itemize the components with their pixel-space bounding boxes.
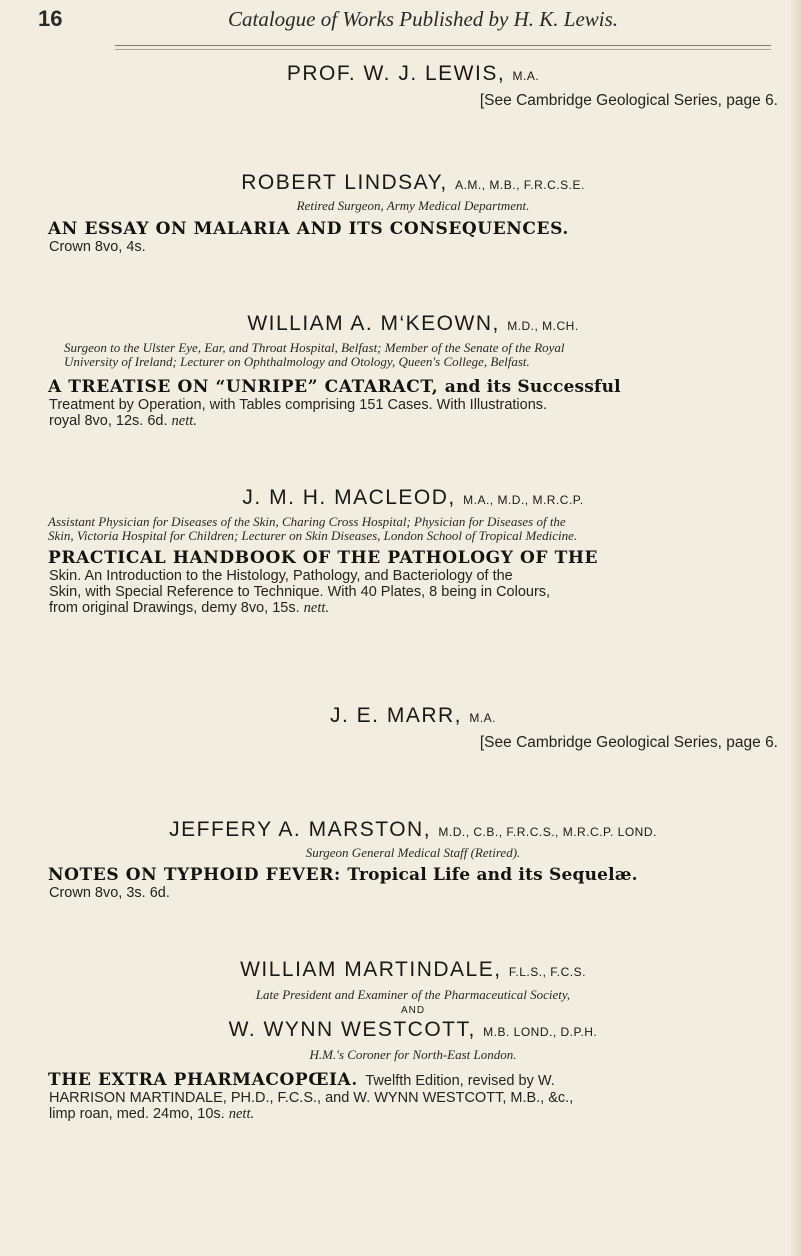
- entry-marr: [48, 704, 778, 752]
- header-rule: [115, 45, 771, 46]
- book-details-line: [48, 600, 778, 616]
- author-text: WILLIAM A. M‘KEOWN,: [247, 312, 500, 335]
- author-name: [48, 312, 778, 336]
- book-title-sub: and its Successful: [444, 377, 621, 397]
- and-separator: AND: [400, 1005, 426, 1016]
- book-title: PRACTICAL HANDBOOK OF THE PATHOLOGY OF THE: [48, 548, 599, 568]
- book-title-main: NOTES ON TYPHOID FEVER:: [48, 865, 341, 885]
- author-affiliation-line: Assistant Physician for Diseases of the Skin, Charing Cross Hospital; Physician for Diseases of the: [48, 514, 566, 529]
- book-details-line: HARRISON MARTINDALE, PH.D., F.C.S., and W. WYNN WESTCOTT, M.B., &c.,: [49, 1090, 574, 1106]
- author-name: [48, 818, 778, 842]
- book-title-rest: Twelfth Edition, revised by W.: [365, 1073, 555, 1089]
- book-price: from original Drawings, demy 8vo, 15s.: [49, 600, 300, 616]
- book-title-sub: Tropical Life and its Sequelæ.: [347, 865, 638, 885]
- entry-lewis: [48, 62, 778, 110]
- author-degrees: M.D., C.B., F.R.C.S., M.R.C.P. LOND.: [438, 825, 657, 839]
- book-title-main: THE EXTRA PHARMACOPŒIA.: [48, 1070, 358, 1090]
- author-text: ROBERT LINDSAY,: [241, 171, 448, 194]
- book-title: AN ESSAY ON MALARIA AND ITS CONSEQUENCES.: [48, 219, 569, 239]
- author-affiliation: Surgeon General Medical Staff (Retired).: [305, 845, 521, 860]
- page-header: [38, 6, 778, 40]
- header-rule-secondary: [115, 49, 771, 50]
- page-number: 16: [38, 6, 63, 31]
- author-affiliation: Late President and Examiner of the Pharmaceutical Society,: [255, 987, 571, 1002]
- book-title-main: A TREATISE ON “UNRIPE” CATARACT,: [48, 377, 439, 397]
- author-affiliation: Retired Surgeon, Army Medical Department.: [296, 198, 530, 213]
- author-text: J. E. MARR,: [329, 704, 462, 727]
- author-degrees: M.A.: [512, 69, 540, 83]
- book-details-line: [48, 1106, 778, 1122]
- entry-martindale: [48, 958, 778, 1122]
- author-degrees: M.D., M.CH.: [507, 319, 579, 333]
- author-name: [48, 62, 778, 86]
- entry-lindsay: [48, 171, 778, 255]
- book-title: [48, 1070, 778, 1090]
- co-author-degrees: M.B. LOND., D.P.H.: [483, 1025, 598, 1039]
- book-title: [48, 377, 778, 397]
- book-price: limp roan, med. 24mo, 10s.: [49, 1106, 225, 1122]
- book-details-line: Treatment by Operation, with Tables comprising 151 Cases. With Illustrations.: [49, 397, 548, 413]
- author-degrees: M.A., M.D., M.R.C.P.: [463, 493, 584, 507]
- entry-marston: [48, 818, 778, 901]
- book-details-line: [48, 413, 778, 429]
- book-details: Crown 8vo, 3s. 6d.: [49, 885, 170, 901]
- cross-reference: [See Cambridge Geological Series, page 6.: [479, 734, 778, 751]
- author-name: [48, 704, 778, 728]
- author-affiliation-line: Surgeon to the Ulster Eye, Ear, and Throat Hospital, Belfast; Member of the Senate of the Royal: [64, 340, 565, 355]
- author-name: [48, 171, 778, 195]
- co-author-text: W. WYNN WESTCOTT,: [228, 1018, 476, 1041]
- author-name: [48, 486, 778, 510]
- book-title: [48, 865, 778, 885]
- co-author-affiliation: H.M.'s Coroner for North-East London.: [309, 1047, 517, 1062]
- price-note: nett.: [171, 413, 197, 429]
- book-details-line: Skin, with Special Reference to Technique. With 40 Plates, 8 being in Colours,: [49, 584, 551, 600]
- book-details-line: Skin. An Introduction to the Histology, Pathology, and Bacteriology of the: [49, 568, 513, 584]
- author-affiliation-line: University of Ireland; Lecturer on Ophthalmology and Otology, Queen's College, Belfast.: [64, 354, 530, 369]
- cross-reference: [See Cambridge Geological Series, page 6.: [479, 92, 778, 109]
- author-degrees: M.A.: [469, 711, 497, 725]
- book-price: royal 8vo, 12s. 6d.: [49, 413, 168, 429]
- entry-mkeown: [48, 312, 778, 429]
- author-degrees: A.M., M.B., F.R.C.S.E.: [455, 178, 585, 192]
- price-note: nett.: [303, 600, 330, 616]
- author-text: J. M. H. MACLEOD,: [242, 486, 456, 509]
- author-degrees: F.L.S., F.C.S.: [508, 965, 586, 979]
- author-affiliation-line: Skin, Victoria Hospital for Children; Lecturer on Skin Diseases, London School of Tropical Medicine.: [48, 528, 578, 543]
- page-edge: [791, 0, 801, 1256]
- author-text: PROF. W. J. LEWIS,: [286, 62, 506, 85]
- price-note: nett.: [228, 1106, 255, 1122]
- running-title: Catalogue of Works Published by H. K. Lewis.: [228, 7, 619, 31]
- author-text: JEFFERY A. MARSTON,: [169, 818, 432, 841]
- author-text: WILLIAM MARTINDALE,: [240, 958, 502, 981]
- book-details: Crown 8vo, 4s.: [49, 239, 146, 255]
- co-author-name: [48, 1018, 778, 1042]
- entry-macleod: [48, 486, 778, 616]
- author-name: [48, 958, 778, 982]
